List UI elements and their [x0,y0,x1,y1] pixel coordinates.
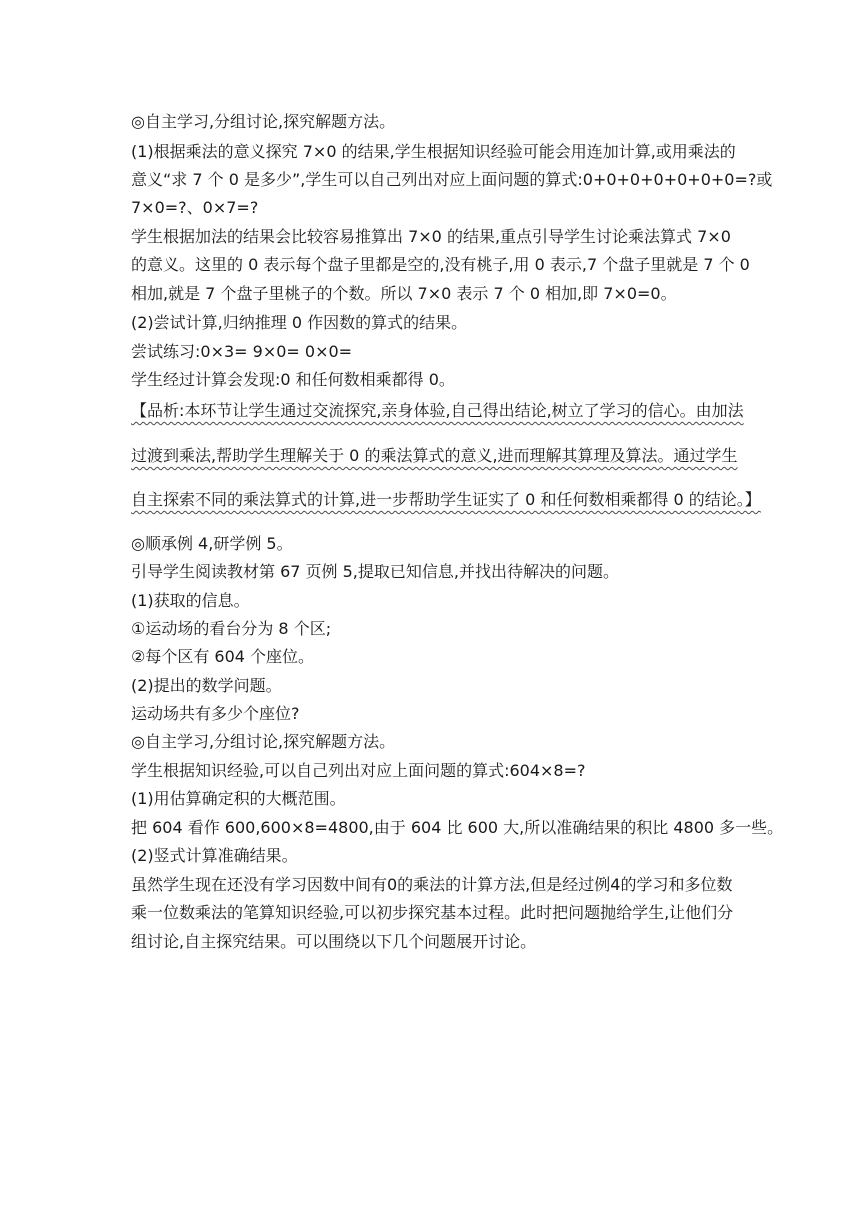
step-heading: (2)竖式计算准确结果。 [131,846,298,865]
paragraph-line: 学生经过计算会发现:0 和任何数相乘都得 0。 [131,370,455,389]
commentary-line: 过渡到乘法,帮助学生理解关于 0 的乘法算式的意义,进而理解其算理及算法。通过学生 [131,446,738,465]
paragraph-line: 相加,就是 7 个盘子里桃子的个数。所以 7×0 表示 7 个 0 相加,即 7×0=0。 [131,284,677,303]
paragraph-line: 乘一位数乘法的笔算知识经验,可以初步探究基本过程。此时把问题抛给学生,让他们分 [131,903,734,922]
section-heading: ◎自主学习,分组讨论,探究解题方法。 [131,732,396,751]
section-heading: ◎顺承例 4,研学例 5。 [131,534,293,553]
paragraph-line: 学生根据知识经验,可以自己列出对应上面问题的算式:604×8=? [131,761,586,780]
paragraph-line: 意义“求 7 个 0 是多少”,学生可以自己列出对应上面问题的算式:0+0+0+0+0+0+0=?或 [131,170,773,189]
exercise-line: 尝试练习:0×3= 9×0= 0×0= [131,342,353,361]
paragraph-line: 引导学生阅读教材第 67 页例 5,提取已知信息,并找出待解决的问题。 [131,562,619,581]
commentary-line: 【品析:本环节让学生通过交流探究,亲身体验,自己得出结论,树立了学习的信心。由加法 [131,401,744,420]
paragraph-line: 虽然学生现在还没有学习因数中间有0的乘法的计算方法,但是经过例4的学习和多位数 [131,875,733,894]
section-heading: ◎自主学习,分组讨论,探究解题方法。 [131,112,396,131]
commentary-line: 自主探索不同的乘法算式的计算,进一步帮助学生证实了 0 和任何数相乘都得 0 的结论。】 [131,490,761,509]
step-heading: (2)提出的数学问题。 [131,676,282,695]
paragraph-line: 7×0=?、0×7=? [131,198,259,217]
list-item: ②每个区有 604 个座位。 [131,647,315,666]
paragraph-line: (1)根据乘法的意义探究 7×0 的结果,学生根据知识经验可能会用连加计算,或用乘法的 [131,142,736,161]
step-heading: (1)获取的信息。 [131,591,250,610]
step-heading: (1)用估算确定积的大概范围。 [131,789,346,808]
step-heading: (2)尝试计算,归纳推理 0 作因数的算式的结果。 [131,313,468,332]
paragraph-line: 学生根据加法的结果会比较容易推算出 7×0 的结果,重点引导学生讨论乘法算式 7×0 [131,227,731,246]
paragraph-line: 运动场共有多少个座位? [131,704,300,723]
list-item: ①运动场的看台分为 8 个区; [131,619,332,638]
paragraph-line: 组讨论,自主探究结果。可以围绕以下几个问题展开讨论。 [131,932,537,951]
paragraph-line: 把 604 看作 600,600×8=4800,由于 604 比 600 大,所以准确结果的积比 4800 多一些。 [131,818,784,837]
paragraph-line: 的意义。这里的 0 表示每个盘子里都是空的,没有桃子,用 0 表示,7 个盘子里就是 7 个 0 [131,255,750,274]
